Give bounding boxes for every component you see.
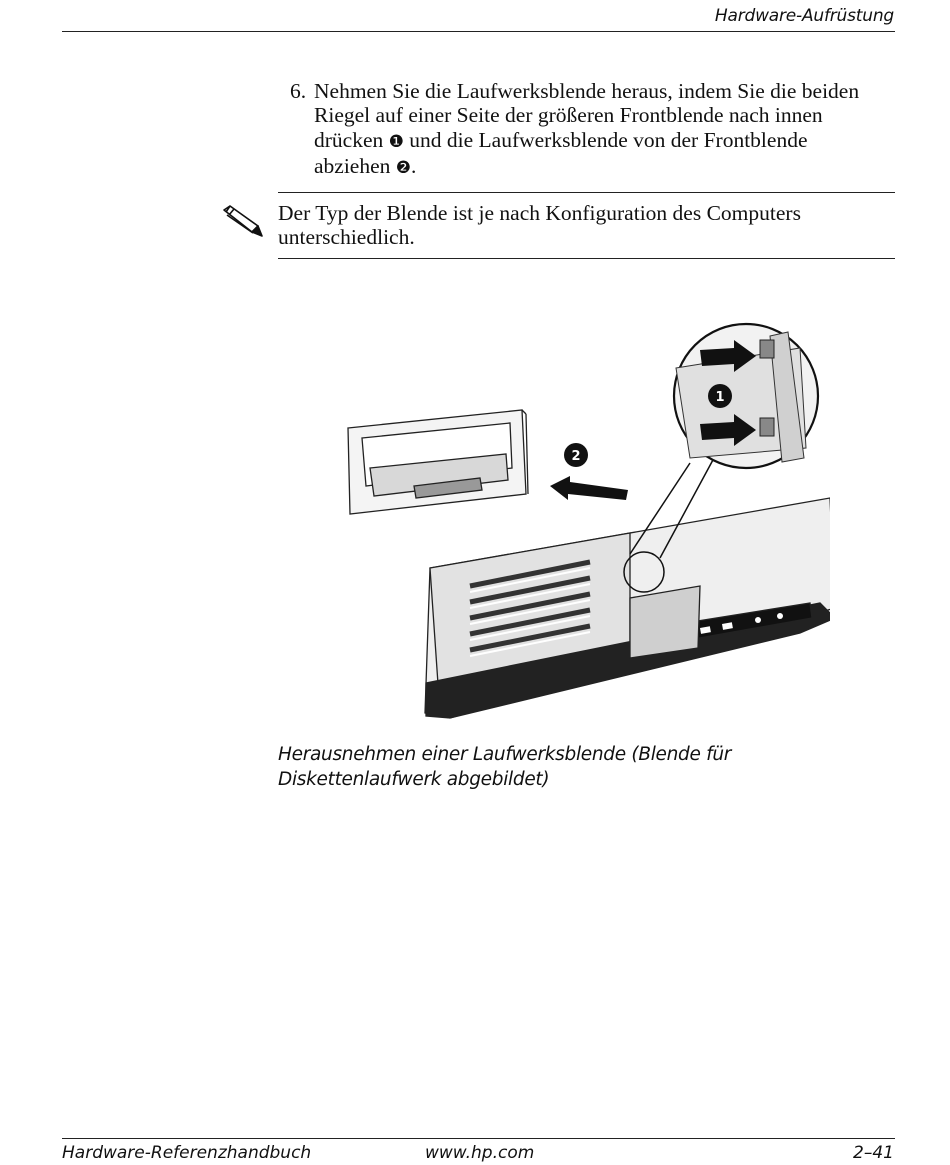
step-text	[314, 79, 884, 180]
callout-marker-2: ❷	[395, 157, 412, 178]
callout-1-label: 1	[715, 390, 725, 405]
step-number: 6.	[290, 79, 307, 103]
header-title: Hardware-Aufrüstung	[714, 6, 894, 26]
detail-zoom	[674, 324, 818, 468]
footer-page-number: 2–41	[853, 1143, 894, 1163]
note-rule-bottom	[278, 258, 895, 259]
note-text: Der Typ der Blende ist je nach Konfiguration des Computers unterschiedlich.	[278, 201, 801, 250]
callout-2-label: 2	[571, 449, 581, 464]
pull-arrow	[550, 476, 628, 500]
note-rule-top	[278, 192, 895, 193]
footer-rule	[62, 1138, 895, 1139]
pencil-note-icon	[220, 204, 264, 240]
bezel-removal-illustration	[330, 318, 830, 728]
footer-url[interactable]: www.hp.com	[425, 1143, 535, 1163]
drive-blank	[348, 410, 528, 514]
callout-2	[564, 443, 588, 467]
figure-caption: Herausnehmen einer Laufwerksblende (Blende für Diskettenlaufwerk abgebildet)	[278, 744, 732, 790]
callout-marker-1: ❶	[388, 131, 404, 152]
step-text-part3: .	[411, 153, 417, 178]
step-text-part1: Nehmen Sie die Laufwerksblende heraus, indem Sie die beiden Riegel auf einer Seite der größeren Frontblende nach innen drücken	[314, 79, 860, 152]
step-text-part2: und die Laufwerksblende von der Frontblende abziehen	[314, 127, 808, 178]
header-rule	[62, 31, 895, 32]
front-bezel	[425, 498, 830, 718]
footer-manual-title: Hardware-Referenzhandbuch	[62, 1143, 312, 1163]
